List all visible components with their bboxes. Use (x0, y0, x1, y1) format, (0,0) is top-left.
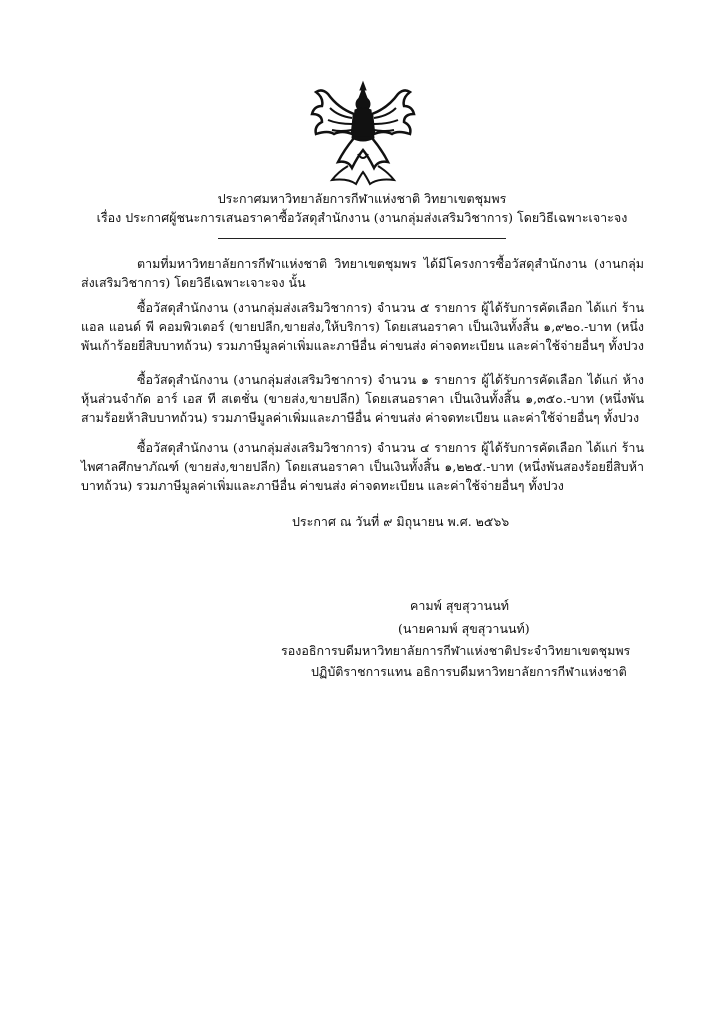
title-divider (218, 238, 506, 239)
paragraph-intro: ตามที่มหาวิทยาลัยการกีฬาแห่งชาติ วิทยาเขตชุมพร ได้มีโครงการซื้อวัสดุสำนักงาน (งานกลุ่มส่งเสริมวิชาการ) โดยวิธีเฉพาะเจาะจง นั้น (81, 256, 644, 290)
signer-full-name: (นายคามพ์ สุขสุวานนท์) (398, 621, 530, 636)
paragraph-award-2: ซื้อวัสดุสำนักงาน (งานกลุ่มส่งเสริมวิชาการ) จำนวน ๑ รายการ ผู้ได้รับการคัดเลือก ได้แก่ ห้างหุ้นส่วนจำกัด อาร์ เอส ที สเตชั่น (ขายส่ง,ขายปลีก) โดยเสนอราคา เป็นเงินทั้งสิ้น ๑,๓๕๐.-บาท (หนึ่งพันสามร้อยห้าสิบบาทถ้วน) รวมภาษีมูลค่าเพิ่มและภาษีอื่น ค่าขนส่ง ค่าจดทะเบียน และค่าใช้จ่ายอื่นๆ ทั้งปวง (81, 372, 644, 425)
announcement-date: ประกาศ ณ วันที่ ๙ มิถุนายน พ.ศ. ๒๕๖๖ (292, 514, 510, 529)
announcement-subject: เรื่อง ประกาศผู้ชนะการเสนอราคาซื้อวัสดุสำนักงาน (งานกลุ่มส่งเสริมวิชาการ) โดยวิธีเฉพาะเจาะจง (96, 210, 628, 225)
signer-acting-position: ปฏิบัติราชการแทน อธิการบดีมหาวิทยาลัยการกีฬาแห่งชาติ (311, 664, 627, 679)
garuda-emblem-icon (308, 80, 418, 188)
paragraph-award-1: ซื้อวัสดุสำนักงาน (งานกลุ่มส่งเสริมวิชาการ) จำนวน ๕ รายการ ผู้ได้รับการคัดเลือก ได้แก่ ร้านแอล แอนด์ พี คอมพิวเตอร์ (ขายปลีก,ขายส่ง,ให้บริการ) โดยเสนอราคา เป็นเงินทั้งสิ้น ๑,๙๒๐.-บาท (หนึ่งพันเก้าร้อยยี่สิบบาทถ้วน) รวมภาษีมูลค่าเพิ่มและภาษีอื่น ค่าขนส่ง ค่าจดทะเบียน และค่าใช้จ่ายอื่นๆ ทั้งปวง (81, 300, 644, 353)
paragraph-award-3: ซื้อวัสดุสำนักงาน (งานกลุ่มส่งเสริมวิชาการ) จำนวน ๔ รายการ ผู้ได้รับการคัดเลือก ได้แก่ ร้านไพศาลศึกษาภัณฑ์ (ขายส่ง,ขายปลีก) โดยเสนอราคา เป็นเงินทั้งสิ้น ๑,๒๒๕.-บาท (หนึ่งพันสองร้อยยี่สิบห้าบาทถ้วน) รวมภาษีมูลค่าเพิ่มและภาษีอื่น ค่าขนส่ง ค่าจดทะเบียน และค่าใช้จ่ายอื่นๆ ทั้งปวง (81, 440, 644, 493)
announcement-title: ประกาศมหาวิทยาลัยการกีฬาแห่งชาติ วิทยาเขตชุมพร (217, 191, 507, 206)
signer-position: รองอธิการบดีมหาวิทยาลัยการกีฬาแห่งชาติประจำวิทยาเขตชุมพร (281, 643, 631, 658)
signer-name: คามพ์ สุขสุวานนท์ (410, 598, 510, 613)
